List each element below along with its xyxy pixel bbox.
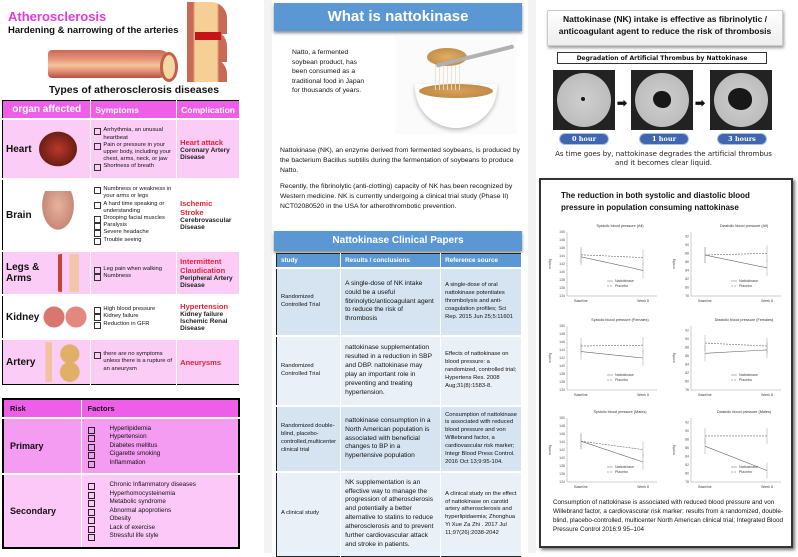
table-row: Artery there are no symptoms unless there is a rupture of an aneurysm Aneurysms bbox=[3, 339, 240, 385]
svg-text:90: 90 bbox=[685, 428, 689, 433]
table-row: Randomized Controlled Trial A single-dose of NK intake could be a useful fibrinolytic/anticoagulant agent to reduce the risk of thrombosis A single-dose of oral nattokinase potentiates thrombolysis and anti-coagulation profiles; Sci Rep. 2015 Jun 25;5:11601 bbox=[277, 268, 522, 336]
table-row: Heart Arrhythmia, an unusual heartbeat Pain or pressure in your upper body, including your chest, arms, neck, or jaw Shortness of breath Heart attack Coronary Artery Disease bbox=[3, 119, 240, 179]
svg-text:Nattokinase: Nattokinase bbox=[615, 465, 634, 469]
what-is-title: What is nattokinase bbox=[274, 3, 522, 31]
svg-text:Placebo: Placebo bbox=[615, 470, 628, 474]
kidney-icon bbox=[43, 302, 87, 332]
svg-text:Nattokinase: Nattokinase bbox=[615, 373, 634, 377]
svg-text:146: 146 bbox=[559, 340, 565, 344]
chart-diastolic-females: Diastolic blood pressure (Females) 78 80 82 84 86 88 90 92 mmHg Baseline Week 8 Nattokinase Placebo bbox=[672, 318, 774, 397]
svg-text:Nattokinase: Nattokinase bbox=[615, 279, 634, 283]
svg-text:150: 150 bbox=[559, 230, 565, 234]
svg-text:92: 92 bbox=[685, 234, 689, 239]
natto-bowl-image bbox=[395, 36, 517, 134]
svg-text:Baseline: Baseline bbox=[574, 393, 588, 397]
svg-text:88: 88 bbox=[685, 251, 689, 256]
petri-dish-0h bbox=[553, 70, 615, 130]
atherosclerosis-panel bbox=[0, 0, 268, 553]
chart-diastolic-males: Diastolic blood pressure (Males) 78 80 82 84 86 88 90 92 mmHg Baseline Week 8 Nattokinase Placebo bbox=[672, 410, 773, 489]
organ-name: Legs & Arms bbox=[6, 262, 40, 284]
svg-text:82: 82 bbox=[685, 276, 689, 281]
header-organ: organ affected bbox=[3, 101, 91, 120]
svg-text:138: 138 bbox=[559, 464, 565, 468]
svg-text:86: 86 bbox=[685, 259, 689, 264]
evidence-panel bbox=[533, 0, 798, 553]
time-caption: As time goes by, nattokinase degrades the artificial thrombus and it becomes clear liquid. bbox=[555, 150, 772, 168]
svg-text:140: 140 bbox=[559, 364, 565, 368]
atherosclerosis-title: Atherosclerosis bbox=[8, 9, 107, 24]
svg-text:Week 8: Week 8 bbox=[761, 299, 773, 303]
svg-text:148: 148 bbox=[559, 332, 565, 336]
header-complication: Complication bbox=[177, 101, 240, 120]
svg-text:mmHg: mmHg bbox=[672, 352, 676, 364]
svg-text:150: 150 bbox=[559, 416, 565, 420]
clinical-papers-table bbox=[276, 253, 522, 557]
header-reference: Reference source bbox=[441, 254, 522, 269]
bp-caption: Consumption of nattokinase is associated with reduced blood pressure and von Willebrand factor, a cardiovascular risk marker: results from a randomized, double-blind, placebo-controlled, multicenter North American clinical trial; Integrated Blood Pressure Control 2016:9 95–104 bbox=[553, 499, 783, 534]
atherosclerosis-subtitle: Hardening & narrowing of the arteries bbox=[8, 25, 179, 36]
leg-icon bbox=[55, 254, 87, 292]
svg-text:Placebo: Placebo bbox=[739, 284, 752, 288]
svg-text:84: 84 bbox=[685, 362, 689, 367]
svg-text:144: 144 bbox=[559, 254, 565, 258]
clinical-papers-title: Nattokinase Clinical Papers bbox=[274, 231, 522, 251]
svg-text:Week 8: Week 8 bbox=[761, 485, 773, 489]
types-title: Types of atherosclerosis diseases bbox=[48, 84, 220, 96]
svg-text:136: 136 bbox=[559, 472, 565, 476]
svg-text:84: 84 bbox=[685, 454, 689, 459]
header-study: study bbox=[277, 254, 341, 269]
table-row: Kidney High blood pressure Kidney failure Reduction in GFR Hypertension Kidney failure Ischemic Renal Disease bbox=[3, 295, 240, 339]
heart-icon bbox=[36, 129, 80, 169]
svg-text:mmHg: mmHg bbox=[672, 258, 676, 270]
header-risk: Risk bbox=[3, 399, 81, 418]
nattokinase-panel bbox=[270, 0, 528, 553]
chart-systolic-females: Systolic blood pressure (Females) 134 136 138 140 142 144 146 148 150 mmHg Baseline Week 8 Nattokinase Placebo bbox=[548, 318, 649, 397]
svg-text:Baseline: Baseline bbox=[698, 393, 712, 397]
organ-name: Artery bbox=[6, 356, 36, 368]
organ-table bbox=[2, 100, 240, 385]
natto-intro: Natto, a fermented soybean product, has been consumed as a traditional food in Japan for thousands of years. bbox=[292, 49, 365, 95]
svg-text:136: 136 bbox=[559, 286, 565, 290]
arrow-right-icon: ➡ bbox=[695, 96, 706, 110]
chart-systolic-all: Systolic blood pressure (All) 134 136 138 140 142 144 146 148 150 mmHg Baseline Week 8 Nattokinase Placebo bbox=[548, 224, 649, 303]
svg-text:mmHg: mmHg bbox=[548, 258, 552, 270]
svg-text:90: 90 bbox=[685, 242, 689, 247]
artery-icon bbox=[39, 342, 83, 382]
svg-text:144: 144 bbox=[559, 348, 565, 352]
svg-text:Placebo: Placebo bbox=[615, 284, 628, 288]
chart-diastolic-all: Diastolic blood pressure (All) 78 80 82 84 86 88 90 92 mmHg Baseline Week 8 Nattokinase Placebo bbox=[672, 224, 773, 303]
bp-title: The reduction in both systolic and diastolic blood pressure in population consuming nattokinase bbox=[561, 191, 750, 212]
table-row: Randomized double-blind, placebo-controlled,multicenter clinical trial nattokinase consumption in a North American population is associated with beneficial changes to BP in a hypertensive population Consumption of nattokinase is associated with reduced blood pressure and von Willebrand factor, a cardiovascular risk marker; Integr Blood Press Control. 2016 Oct 13;9:95-104. bbox=[277, 406, 522, 472]
nk-headline: Nattokinase (NK) intake is effective as fibrinolytic / anticoagulant agent to reduce the risk of thrombosis bbox=[547, 10, 783, 46]
svg-text:Nattokinase: Nattokinase bbox=[739, 465, 758, 469]
svg-text:Nattokinase: Nattokinase bbox=[739, 279, 758, 283]
svg-text:86: 86 bbox=[685, 353, 689, 358]
svg-text:mmHg: mmHg bbox=[672, 444, 676, 456]
table-row: Primary Hyperlipidemia Hypertension Diabetes mellitus Cigarette smoking Inflammation bbox=[3, 418, 239, 474]
svg-text:134: 134 bbox=[559, 388, 565, 392]
arrow-right-icon: ➡ bbox=[617, 96, 628, 110]
svg-text:136: 136 bbox=[559, 380, 565, 384]
time-label-0: 0 hour bbox=[560, 134, 608, 144]
chart-systolic-males: Systolic blood pressure (Males) 134 136 138 140 142 144 146 148 150 mmHg Baseline Week 8 Nattokinase Placebo bbox=[548, 410, 649, 489]
svg-text:Placebo: Placebo bbox=[739, 470, 752, 474]
svg-text:84: 84 bbox=[685, 268, 689, 273]
svg-text:Placebo: Placebo bbox=[615, 378, 628, 382]
svg-text:Baseline: Baseline bbox=[574, 299, 588, 303]
svg-text:Baseline: Baseline bbox=[574, 485, 588, 489]
svg-text:144: 144 bbox=[559, 440, 565, 444]
svg-text:134: 134 bbox=[559, 480, 565, 484]
svg-text:Week 8: Week 8 bbox=[637, 299, 649, 303]
svg-text:88: 88 bbox=[685, 345, 689, 350]
svg-text:86: 86 bbox=[685, 445, 689, 450]
svg-text:92: 92 bbox=[685, 328, 689, 333]
table-row: Randomized Controlled Trial nattokinase supplementation resulted in a reduction in SBP and DBP. nattokinase may play an important role in preventing and treating hypertension. Effects of nattokinase on blood pressure: a randomized, controlled trial; Hypertens Res. 2008 Aug;31(8):1583-8. bbox=[277, 336, 522, 406]
degradation-title: Degradation of Artificial Thrombus by Nattokinase bbox=[557, 52, 767, 64]
svg-text:146: 146 bbox=[559, 432, 565, 436]
table-row: Secondary Chronic Inflammatory diseases Hyperhomocysteinemia Metabolic syndrome Abnormal apoprotiens Obesity Lack of exercise Stressful life style bbox=[3, 474, 239, 548]
svg-text:140: 140 bbox=[559, 270, 565, 274]
svg-text:134: 134 bbox=[559, 294, 565, 298]
svg-text:148: 148 bbox=[559, 424, 565, 428]
artery-cross-section-3 bbox=[187, 58, 227, 82]
svg-text:138: 138 bbox=[559, 278, 565, 282]
svg-text:142: 142 bbox=[559, 448, 565, 452]
organ-name: Heart bbox=[6, 143, 32, 155]
svg-text:Nattokinase: Nattokinase bbox=[739, 373, 758, 377]
svg-text:150: 150 bbox=[559, 324, 565, 328]
svg-text:80: 80 bbox=[685, 285, 689, 290]
svg-text:Baseline: Baseline bbox=[698, 485, 712, 489]
svg-text:mmHg: mmHg bbox=[548, 444, 552, 456]
organ-name: Brain bbox=[6, 209, 32, 221]
header-symptoms: Symptoms bbox=[91, 101, 177, 120]
brain-icon bbox=[36, 191, 80, 239]
svg-text:92: 92 bbox=[685, 420, 689, 425]
svg-text:140: 140 bbox=[559, 456, 565, 460]
svg-text:78: 78 bbox=[685, 388, 689, 392]
header-factors: Factors bbox=[81, 399, 239, 418]
svg-text:88: 88 bbox=[685, 437, 689, 442]
svg-text:Week 8: Week 8 bbox=[761, 393, 773, 397]
svg-text:90: 90 bbox=[685, 336, 689, 341]
nk-recognition: Recently, the fibrinolytic (anti-clotting) capacity of NK has been recognized by Western medicine. NK is currently undergoing a clinical trial study (Phase II) NCT02080520 in the USA for atherothrombotic prevention. bbox=[280, 183, 513, 210]
svg-text:78: 78 bbox=[685, 480, 689, 484]
svg-text:Week 8: Week 8 bbox=[637, 393, 649, 397]
svg-text:80: 80 bbox=[685, 379, 689, 384]
svg-text:146: 146 bbox=[559, 246, 565, 250]
svg-text:82: 82 bbox=[685, 370, 689, 375]
svg-text:148: 148 bbox=[559, 238, 565, 242]
svg-text:mmHg: mmHg bbox=[548, 352, 552, 364]
svg-text:Placebo: Placebo bbox=[739, 378, 752, 382]
table-row: Brain Numbness or weakness in your arms or legs A hard time speaking or understanding Drooping facial muscles Paralysis Severe headache Trouble seeing Ischemic Stroke Cerebrovascular Disease bbox=[3, 179, 240, 251]
svg-text:Baseline: Baseline bbox=[698, 299, 712, 303]
svg-text:138: 138 bbox=[559, 372, 565, 376]
header-results: Results / conclusions bbox=[341, 254, 441, 269]
svg-text:78: 78 bbox=[685, 294, 689, 298]
svg-text:Week 8: Week 8 bbox=[637, 485, 649, 489]
table-row: Legs & Arms Leg pain when walking Numbness Intermittent Claudication Peripheral Artery Disease bbox=[3, 251, 240, 295]
petri-dish-1h bbox=[631, 70, 693, 130]
time-label-3: 3 hours bbox=[718, 134, 766, 144]
blood-pressure-box bbox=[539, 178, 793, 548]
organ-name: Kidney bbox=[6, 311, 40, 323]
time-label-1: 1 hour bbox=[640, 134, 688, 144]
petri-dish-3h bbox=[710, 70, 772, 130]
artery-illustration bbox=[48, 50, 173, 78]
risk-table bbox=[2, 398, 240, 549]
table-row: A clinical study NK supplementation is an effective way to manage the progression of atherosclerosis and potentially a better alternative to statins to reduce atherosclerosis and to prevent further cardiovascular attack and stroke in patients. A clinical study on the effect of nattokinase on carotid artery atherosclerosis and hyperlipidaemia; Zhonghua Yi Xue Za Zhi . 2017 Jul 11;97(26):2038-2042 bbox=[277, 472, 522, 556]
svg-text:82: 82 bbox=[685, 462, 689, 467]
svg-text:80: 80 bbox=[685, 471, 689, 476]
nk-description: Nattokinase (NK), an enzyme derived from fermented soybeans, is produced by the bacterium Bacillus subtilis during the fermentation of soybeans to produce Natto. bbox=[280, 147, 520, 174]
svg-text:142: 142 bbox=[559, 262, 565, 266]
svg-text:142: 142 bbox=[559, 356, 565, 360]
